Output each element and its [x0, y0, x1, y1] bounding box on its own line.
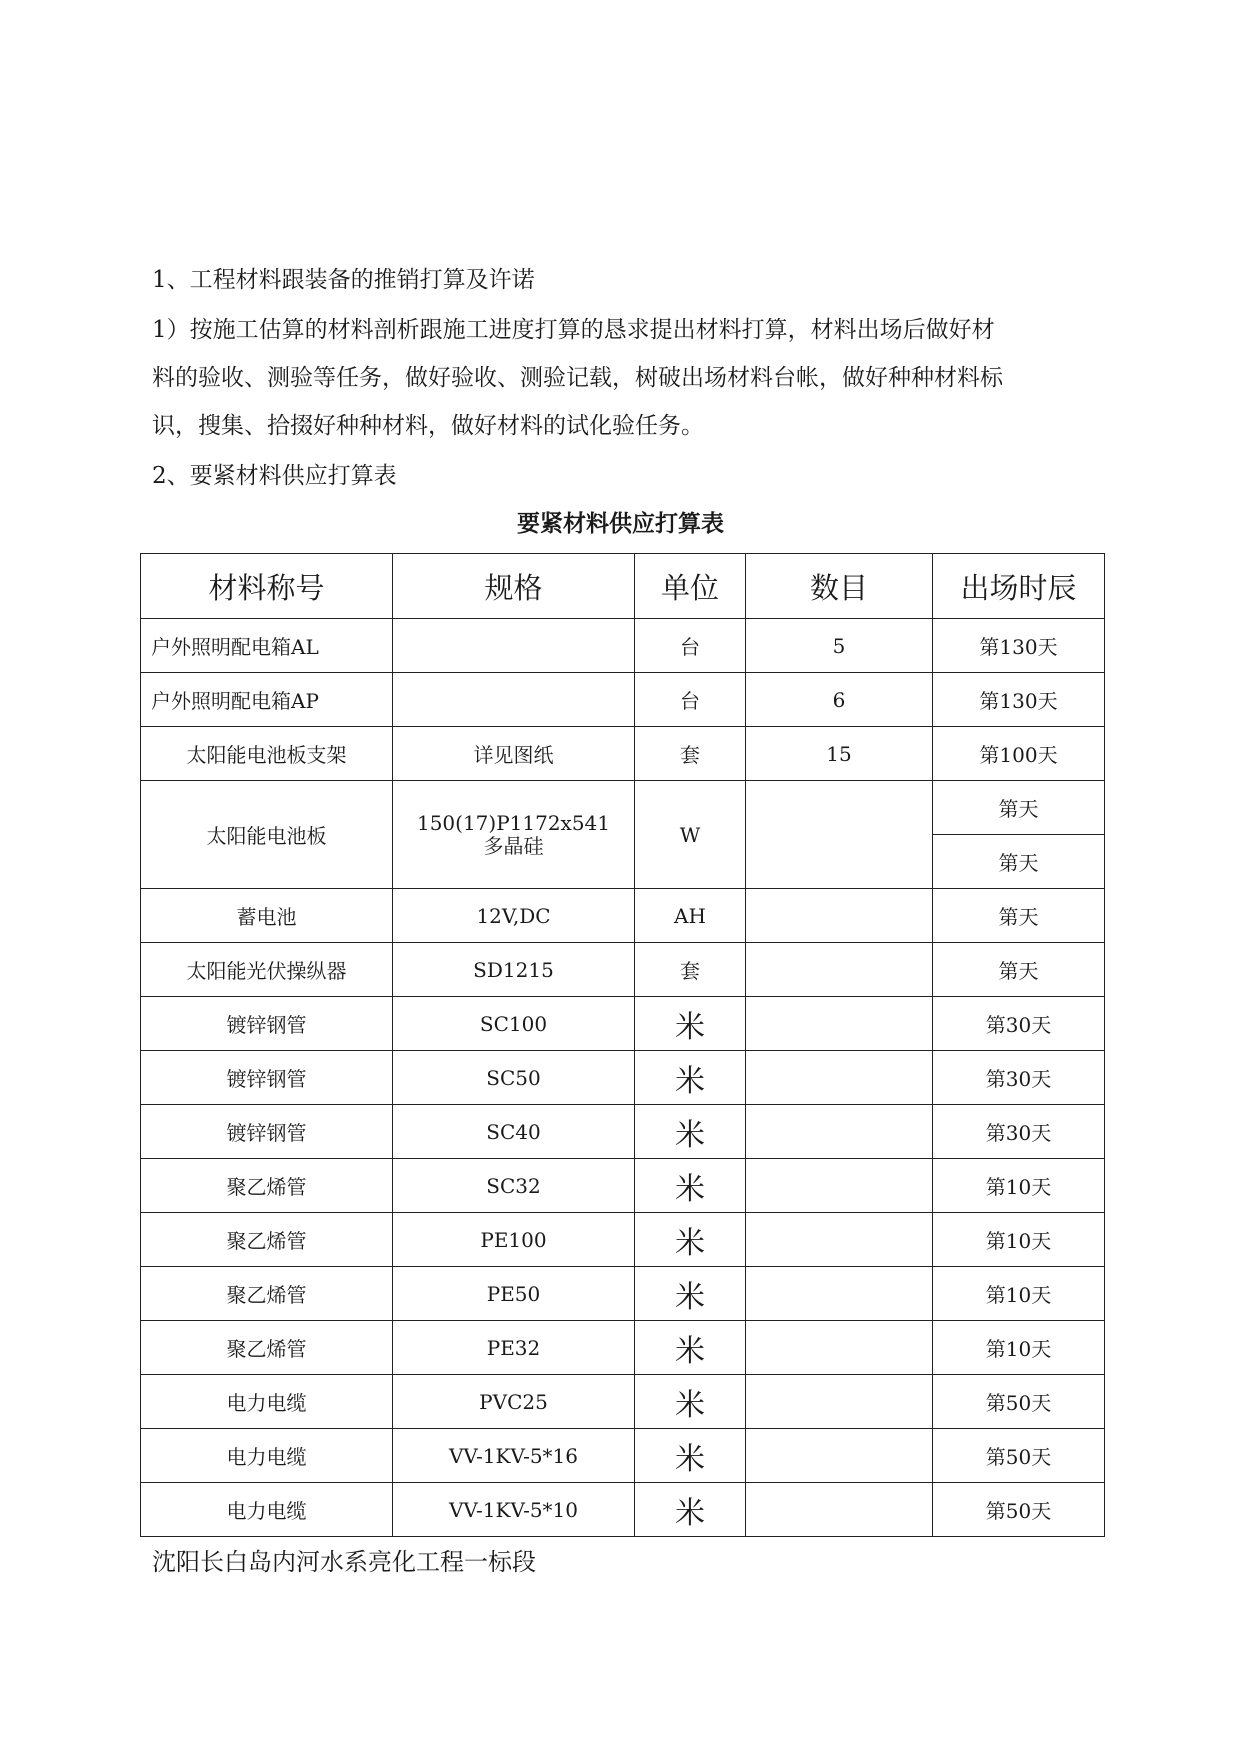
- cell-time: 第天: [933, 889, 1105, 943]
- cell-time: 第30天: [933, 1051, 1105, 1105]
- cell-time: 第10天: [933, 1267, 1105, 1321]
- cell-unit: 米: [635, 1159, 746, 1213]
- cell-name: 聚乙烯管: [141, 1159, 393, 1213]
- cell-qty: 15: [746, 727, 933, 781]
- cell-unit: W: [635, 781, 746, 889]
- footer-project-name: 沈阳长白岛内河水系亮化工程一标段: [152, 1548, 536, 1576]
- cell-qty: [746, 943, 933, 997]
- cell-qty: [746, 1321, 933, 1375]
- cell-unit: 米: [635, 997, 746, 1051]
- table-row: [141, 889, 1105, 943]
- table-row: [141, 1159, 1105, 1213]
- body-line: 料的验收、测验等任务，做好验收、测验记载，树破出场材料台帐，做好种种材料标: [152, 365, 1003, 391]
- spec-line: 150(17)P1172x541: [416, 810, 611, 835]
- table-row: [141, 1051, 1105, 1105]
- table-row: [141, 1483, 1105, 1537]
- cell-spec: [393, 673, 635, 727]
- cell-qty: [746, 1051, 933, 1105]
- spec-line: 多晶硅: [483, 833, 544, 858]
- header-quantity: 数目: [746, 554, 933, 619]
- table-row: [141, 727, 1105, 781]
- cell-unit: 米: [635, 1213, 746, 1267]
- cell-time: 第10天: [933, 1159, 1105, 1213]
- table-row: [141, 943, 1105, 997]
- cell-qty: [746, 1267, 933, 1321]
- cell-spec: PE100: [393, 1213, 635, 1267]
- cell-unit: AH: [635, 889, 746, 943]
- cell-spec: VV-1KV-5*10: [393, 1483, 635, 1537]
- cell-unit: 米: [635, 1429, 746, 1483]
- cell-unit: 米: [635, 1321, 746, 1375]
- cell-spec: PVC25: [393, 1375, 635, 1429]
- body-line: 识，搜集、拾掇好种种材料，做好材料的试化验任务。: [152, 413, 704, 439]
- table-row: [141, 1267, 1105, 1321]
- cell-name: 镀锌钢管: [141, 997, 393, 1051]
- cell-unit: 台: [635, 619, 746, 673]
- cell-unit: 米: [635, 1105, 746, 1159]
- cell-time: 第30天: [933, 997, 1105, 1051]
- cell-spec: SC32: [393, 1159, 635, 1213]
- cell-unit: 套: [635, 943, 746, 997]
- cell-name: 电力电缆: [141, 1483, 393, 1537]
- header-spec: 规格: [393, 554, 635, 619]
- cell-unit: 米: [635, 1375, 746, 1429]
- cell-spec: SC50: [393, 1051, 635, 1105]
- header-arrival-time: 出场时辰: [933, 554, 1105, 619]
- cell-spec: PE32: [393, 1321, 635, 1375]
- cell-qty: [746, 781, 933, 889]
- cell-time: 第天: [933, 835, 1105, 889]
- cell-spec: SD1215: [393, 943, 635, 997]
- cell-qty: [746, 1375, 933, 1429]
- cell-name: 蓄电池: [141, 889, 393, 943]
- cell-name: 太阳能电池板支架: [141, 727, 393, 781]
- cell-qty: [746, 1105, 933, 1159]
- body-paragraph: [152, 306, 1082, 450]
- header-material-name: 材料称号: [141, 554, 393, 619]
- section-heading-2: 2、要紧材料供应打算表: [152, 463, 397, 489]
- cell-spec: SC100: [393, 997, 635, 1051]
- cell-spec: 详见图纸: [393, 727, 635, 781]
- cell-name: 聚乙烯管: [141, 1267, 393, 1321]
- cell-qty: [746, 997, 933, 1051]
- cell-qty: [746, 1159, 933, 1213]
- cell-spec: 12V,DC: [393, 889, 635, 943]
- cell-time: 第天: [933, 781, 1105, 835]
- cell-spec: [393, 781, 635, 889]
- cell-name: 聚乙烯管: [141, 1213, 393, 1267]
- table-row: [141, 619, 1105, 673]
- cell-time: 第50天: [933, 1429, 1105, 1483]
- cell-unit: 台: [635, 673, 746, 727]
- cell-qty: 5: [746, 619, 933, 673]
- cell-name: 太阳能电池板: [141, 781, 393, 889]
- cell-name: 镀锌钢管: [141, 1105, 393, 1159]
- cell-name: 电力电缆: [141, 1429, 393, 1483]
- cell-qty: [746, 889, 933, 943]
- cell-name: 镀锌钢管: [141, 1051, 393, 1105]
- cell-unit: 套: [635, 727, 746, 781]
- cell-spec: [393, 619, 635, 673]
- table-row: [141, 1375, 1105, 1429]
- cell-qty: 6: [746, 673, 933, 727]
- table-header-row: [141, 554, 1105, 619]
- table-row: [141, 673, 1105, 727]
- cell-spec: VV-1KV-5*16: [393, 1429, 635, 1483]
- table-row: [141, 781, 1105, 835]
- cell-spec: SC40: [393, 1105, 635, 1159]
- table-title: 要紧材料供应打算表: [517, 510, 724, 537]
- table-row: [141, 1213, 1105, 1267]
- cell-time: 第100天: [933, 727, 1105, 781]
- cell-qty: [746, 1213, 933, 1267]
- cell-name: 户外照明配电箱AP: [141, 673, 393, 727]
- cell-name: 太阳能光伏操纵器: [141, 943, 393, 997]
- cell-unit: 米: [635, 1051, 746, 1105]
- cell-time: 第130天: [933, 619, 1105, 673]
- material-supply-table: [140, 553, 1105, 1537]
- cell-name: 户外照明配电箱AL: [141, 619, 393, 673]
- section-heading-1: 1、工程材料跟装备的推销打算及许诺: [152, 267, 535, 293]
- cell-unit: 米: [635, 1483, 746, 1537]
- cell-time: 第10天: [933, 1213, 1105, 1267]
- cell-time: 第50天: [933, 1483, 1105, 1537]
- table-row: [141, 997, 1105, 1051]
- cell-name: 聚乙烯管: [141, 1321, 393, 1375]
- header-unit: 单位: [635, 554, 746, 619]
- cell-time: 第30天: [933, 1105, 1105, 1159]
- cell-qty: [746, 1483, 933, 1537]
- table-row: [141, 1429, 1105, 1483]
- table-row: [141, 1105, 1105, 1159]
- cell-spec: PE50: [393, 1267, 635, 1321]
- cell-unit: 米: [635, 1267, 746, 1321]
- cell-time: 第130天: [933, 673, 1105, 727]
- cell-time: 第10天: [933, 1321, 1105, 1375]
- cell-name: 电力电缆: [141, 1375, 393, 1429]
- cell-qty: [746, 1429, 933, 1483]
- cell-time: 第50天: [933, 1375, 1105, 1429]
- cell-time: 第天: [933, 943, 1105, 997]
- body-line: 1）按施工估算的材料剖析跟施工进度打算的恳求提出材料打算，材料出场后做好材: [152, 317, 995, 343]
- table-row: [141, 1321, 1105, 1375]
